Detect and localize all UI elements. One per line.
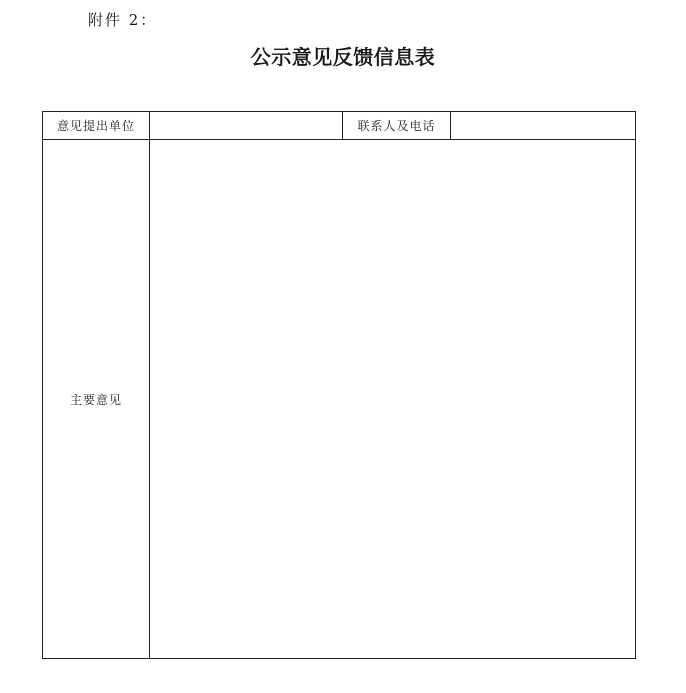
unit-value-cell[interactable] [150,112,343,140]
opinion-label-cell: 主要意见 [43,140,150,659]
unit-label-cell: 意见提出单位 [43,112,150,140]
attachment-label: 附件 2： [88,11,158,29]
feedback-form-table [42,111,636,659]
table-row [43,140,636,659]
contact-label-cell: 联系人及电话 [343,112,451,140]
table-row [43,112,636,140]
document-title: 公示意见反馈信息表 [250,45,436,69]
opinion-value-cell[interactable] [150,140,636,659]
contact-value-cell[interactable] [451,112,636,140]
